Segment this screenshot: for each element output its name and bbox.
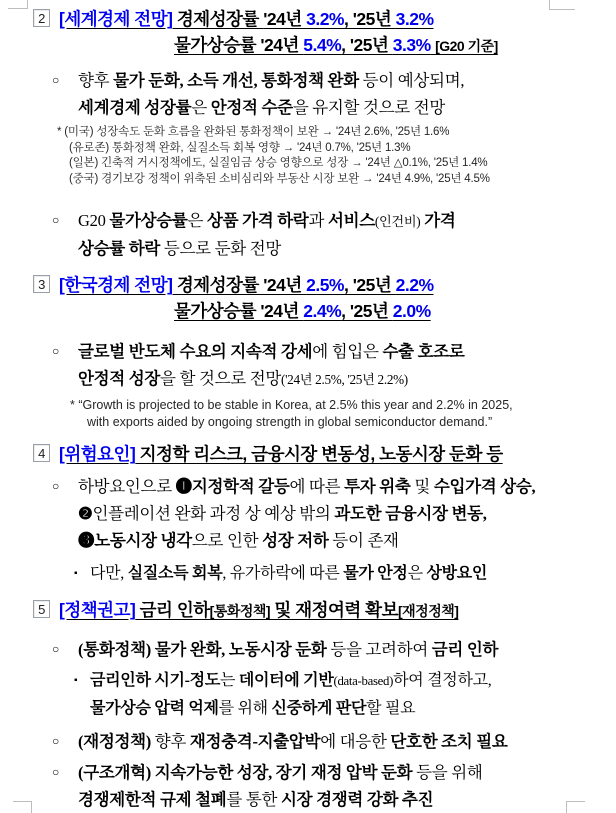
heading-text: [정책권고] 금리 인하[통화정책] 및 재정여력 확보[재정정책] xyxy=(59,600,459,620)
bullet-text xyxy=(78,207,456,262)
text-line: 향후 물가 둔화, 소득 개선, 통화정책 완화 등이 예상되며, xyxy=(78,71,465,90)
footnote-line: with exports aided by ongoing strength in global semiconductor demand.” xyxy=(87,415,493,429)
document-body xyxy=(0,6,616,813)
footnote-line: * (미국) 성장속도 둔화 흐름을 완화된 통화정책이 보완 → '24년 2.6%, '25년 1.6% xyxy=(57,126,450,138)
section-number-box-4: 4 xyxy=(33,444,50,462)
bullet-world-outlook xyxy=(52,67,616,121)
subbullet-upside-factors xyxy=(74,560,616,587)
bullet-fiscal-policy xyxy=(52,728,616,755)
circle-bullet-marker: ○ xyxy=(52,344,59,358)
circle-bullet-marker: ○ xyxy=(52,73,59,87)
text-line: 경쟁제한적 규제 철폐를 통한 시장 경쟁력 강화 추진 xyxy=(78,790,434,809)
square-bullet-marker: ▪ xyxy=(74,568,78,579)
bullet-text xyxy=(78,636,498,663)
subbullet-rate-cut-guidance xyxy=(74,667,616,722)
heading-text: 물가상승률 '24년 5.4%, '25년 3.3% [G20 기준] xyxy=(174,35,498,55)
bullet-korea-growth xyxy=(52,338,616,393)
footnote-line: * “Growth is projected to be stable in Korea, at 2.5% this year and 2.2% in 2025, xyxy=(70,398,513,412)
bullet-text xyxy=(78,728,508,755)
section-4-heading xyxy=(33,441,616,467)
circle-bullet-marker: ○ xyxy=(52,734,59,748)
page-corner-mark-top-left xyxy=(8,0,28,9)
text-line: (구조개혁) 지속가능한 성장, 장기 재정 압박 둔화 등을 위해 xyxy=(78,763,483,782)
heading-text: 물가상승률 '24년 2.4%, '25년 2.0% xyxy=(174,301,431,321)
page-corner-mark-top-right xyxy=(549,0,575,10)
text-line: G20 물가상승률은 상품 가격 하락과 서비스(인건비) 가격 xyxy=(78,211,456,230)
section-3-heading xyxy=(33,272,616,324)
circle-bullet-marker: ○ xyxy=(52,642,59,656)
bullet-text xyxy=(90,560,487,587)
bullet-text xyxy=(78,759,483,813)
text-line: 글로벌 반도체 수요의 지속적 강세에 힘입은 수출 호조로 xyxy=(78,342,465,361)
page-corner-mark-bottom-right xyxy=(566,801,585,813)
text-line: (통화정책) 물가 완화, 노동시장 둔화 등을 고려하여 금리 인하 xyxy=(78,640,499,659)
text-line: (재정정책) 향후 재정충격-지출압박에 대응한 단호한 조치 필요 xyxy=(78,732,508,751)
footnote-country-forecasts xyxy=(57,125,616,187)
footnote-line: (일본) 긴축적 거시정책에도, 실질임금 상승 영향으로 성장 → '24년 △0.1%, '25년 1.4% xyxy=(69,157,488,169)
bullet-text xyxy=(90,667,491,722)
footnote-imf-quote xyxy=(70,397,616,431)
heading-text: [위험요인] 지정학 리스크, 금융시장 변동성, 노동시장 둔화 등 xyxy=(59,444,503,464)
section-number-box-3: 3 xyxy=(33,275,50,293)
section-2-heading xyxy=(33,6,616,59)
heading-line xyxy=(33,597,616,624)
square-bullet-marker: ▪ xyxy=(74,675,78,686)
heading-text: [한국경제 전망] 경제성장률 '24년 2.5%, '25년 2.2% xyxy=(59,275,434,295)
bullet-structural-reform xyxy=(52,759,616,813)
text-line: 다만, 실질소득 회복, 유가하락에 따른 물가 안정은 상방요인 xyxy=(90,565,488,582)
circle-bullet-marker: ○ xyxy=(52,213,59,227)
text-line: 세계경제 성장률은 안정적 수준을 유지할 것으로 전망 xyxy=(78,98,446,117)
heading-line xyxy=(174,32,616,59)
section-number-box-5: 5 xyxy=(33,600,50,618)
text-line: 안정적 성장을 할 것으로 전망('24년 2.5%, '25년 2.2%) xyxy=(78,369,408,388)
text-line: ❷인플레이션 완화 과정 상 예상 밖의 과도한 금융시장 변동, xyxy=(78,504,487,523)
heading-line xyxy=(33,6,616,32)
heading-text: [세계경제 전망] 경제성장률 '24년 3.2%, '25년 3.2% xyxy=(59,9,434,29)
section-number-box-2: 2 xyxy=(33,9,50,27)
text-line: ❸노동시장 냉각으로 인한 성장 저하 등이 존재 xyxy=(78,531,399,550)
page-corner-mark-bottom-left xyxy=(13,801,32,813)
bullet-text xyxy=(78,338,465,393)
heading-line xyxy=(33,272,616,298)
text-line: 물가상승 압력 억제를 위해 신중하게 판단할 필요 xyxy=(90,700,416,717)
bullet-downside-risks xyxy=(52,473,616,554)
heading-line xyxy=(33,441,616,467)
text-line: 상승률 하락 등으로 둔화 전망 xyxy=(78,239,281,258)
footnote-line: (중국) 경기보강 정책이 위축된 소비심리와 부동산 시장 보완 → '24년 4.9%, '25년 4.5% xyxy=(69,172,490,185)
text-line: 하방요인으로 ❶지정학적 갈등에 따른 투자 위축 및 수입가격 상승, xyxy=(78,477,536,496)
bullet-text xyxy=(78,473,535,554)
circle-bullet-marker: ○ xyxy=(52,765,59,779)
bullet-g20-inflation xyxy=(52,207,616,262)
bullet-text xyxy=(78,67,464,121)
section-5-heading xyxy=(33,597,616,624)
heading-line xyxy=(174,298,616,324)
bullet-monetary-policy xyxy=(52,636,616,663)
text-line: 금리인하 시기-정도는 데이터에 기반(data-based)하여 결정하고, xyxy=(90,672,492,689)
footnote-line: (유로존) 통화정책 완화, 실질소득 회복 영향 → '24년 0.7%, '25년 1.3% xyxy=(69,141,411,154)
circle-bullet-marker: ○ xyxy=(52,479,59,493)
